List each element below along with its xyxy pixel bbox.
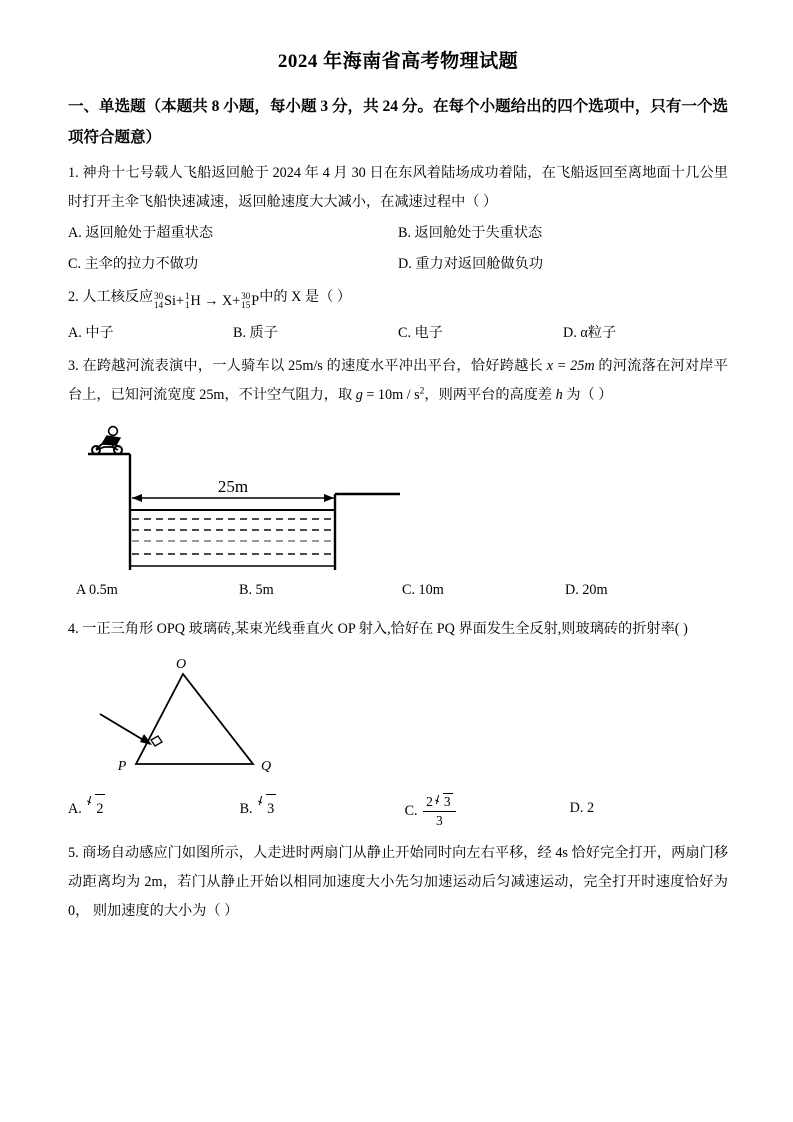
question-4-option-b-value: 3	[266, 794, 276, 824]
unknown-particle-x: X	[222, 293, 233, 310]
right-angle-icon	[151, 736, 162, 746]
question-5-text	[68, 839, 728, 926]
dimension-arrow-left	[132, 494, 142, 502]
question-4-options	[68, 794, 728, 829]
question-1-options-row-1	[68, 219, 728, 248]
question-4-option-c-sqrt: 3	[443, 794, 451, 810]
question-3-text-b: 的河流落在河对岸平	[594, 357, 728, 374]
silicon-atomic-number: 14	[154, 300, 164, 311]
phosphorus-symbol: P	[251, 293, 260, 310]
question-4-option-c-label: C.	[404, 802, 418, 819]
hydrogen-nuclide	[185, 292, 190, 310]
sqrt-icon	[257, 794, 276, 824]
glass-prism-triangle	[136, 674, 253, 764]
nuclear-equation	[153, 286, 259, 316]
question-4-option-d-label: D.	[569, 800, 584, 817]
question-3-text-a: 在跨越河流表演中，一人骑车以 25m/s 的速度水平冲出平台，恰好跨越长	[82, 357, 547, 374]
question-3-number: 3.	[68, 357, 79, 374]
triangular-prism-svg	[88, 652, 338, 792]
question-3-text-d: ，则两平台的高度差	[424, 386, 556, 403]
question-3-gravity-exponent: 2	[419, 386, 425, 397]
section-heading: 一、单选题（本题共 8 小题，每小题 3 分，共 24 分。在每个小题给出的四个选项中，只有一个选项符合题意）	[68, 98, 728, 146]
question-5	[68, 839, 728, 926]
question-1-text	[68, 159, 728, 217]
question-3-gravity-value: = 10m / s	[362, 386, 420, 403]
question-2	[68, 283, 728, 347]
river-crossing-figure	[82, 422, 412, 572]
dimension-label: 25m	[217, 476, 249, 496]
question-3-gravity-symbol: g	[355, 386, 363, 403]
hydrogen-atomic-number: 1	[185, 300, 190, 311]
equation-plus-2: +	[232, 293, 241, 310]
question-3-text	[68, 352, 728, 410]
question-4-option-a[interactable]	[68, 794, 240, 829]
question-2-option-a[interactable]: A. 中子	[68, 324, 114, 341]
question-2-options	[68, 319, 728, 348]
question-3-height-symbol: h	[555, 386, 563, 403]
question-3-formula-x: x = 25m	[546, 357, 595, 374]
question-3-text-c: 台上，已知河流宽度 25m，不计空气阻力，取	[68, 386, 356, 403]
question-1-options-row-2	[68, 250, 728, 279]
question-4-number: 4.	[68, 620, 79, 637]
question-1-option-b[interactable]: B. 返回舱处于失重状态	[398, 225, 543, 242]
question-4-option-d-value: 2	[586, 800, 595, 817]
question-4-option-a-value: 2	[95, 794, 105, 824]
question-5-line-2: 动距离均为 2m，若门从静止开始以相同加速度大小先匀加速运动后匀减速运动，完全打开时速度恰好为 0，	[68, 874, 728, 920]
question-5-line-3: 则加速度的大小为（ ）	[92, 903, 239, 920]
vertex-label-p: P	[117, 759, 127, 775]
question-5-line-1: 商场自动感应门如图所示，人走进时两扇门从静止开始同时向左右平移，经 4s 恰好完全打开，两扇门移	[82, 845, 729, 862]
sqrt-icon	[86, 794, 105, 824]
question-5-number: 5.	[68, 845, 79, 862]
question-3-text-e: 为（ ）	[562, 386, 613, 403]
equation-plus-1: +	[175, 293, 184, 310]
question-1-line-1: 神舟十七号载人飞船返回舱于 2024 年 4 月 30 日在东风着陆场成功着陆，在飞船返回至离地面十几公里	[82, 165, 728, 181]
question-3-option-d[interactable]: D. 20m	[565, 581, 608, 598]
fraction	[423, 793, 456, 828]
phosphorus-nuclide	[241, 292, 250, 310]
page-title: 2024 年海南省高考物理试题	[277, 51, 519, 72]
question-4	[68, 615, 728, 829]
silicon-nuclide	[154, 292, 163, 310]
rider-body	[102, 436, 120, 445]
question-1-line-2: 时打开主伞飞船快速减速，返回舱速度大大减小，在减速过程中（ ）	[68, 194, 498, 211]
equation-arrow: →	[204, 293, 219, 310]
question-2-stem-suffix: 中的 X 是（ ）	[259, 289, 352, 306]
page-content	[68, 46, 728, 926]
question-4-option-d[interactable]	[570, 794, 728, 829]
sqrt-icon	[434, 793, 453, 810]
question-2-option-c[interactable]: C. 电子	[398, 324, 443, 341]
hydrogen-mass-number: 1	[185, 291, 190, 302]
question-3-option-b[interactable]: B. 5m	[239, 581, 274, 598]
vertex-label-o: O	[175, 657, 187, 673]
fraction-numerator	[423, 793, 456, 812]
question-1-option-a[interactable]: A. 返回舱处于超重状态	[68, 225, 214, 242]
hydrogen-symbol: H	[190, 293, 201, 310]
rider-head	[109, 426, 118, 435]
question-4-option-c-coef: 2	[426, 794, 433, 810]
question-4-option-c-denominator: 3	[436, 812, 443, 828]
triangular-prism-figure	[88, 652, 338, 792]
river-crossing-svg	[82, 422, 412, 572]
question-3-option-c[interactable]: C. 10m	[402, 581, 444, 598]
question-4-stem: 一正三角形 OPQ 玻璃砖,某束光线垂直火 OP 射入,恰好在 PQ 界面发生全反射,则玻璃砖的折射率( )	[82, 620, 688, 637]
silicon-mass-number: 30	[154, 291, 164, 302]
question-4-text	[68, 615, 728, 644]
question-1-option-c[interactable]: C. 主伞的拉力不做功	[68, 256, 199, 273]
question-4-option-c[interactable]	[405, 794, 570, 829]
question-2-number: 2.	[68, 289, 79, 306]
question-2-stem-prefix: 人工核反应	[82, 289, 154, 306]
question-2-text	[68, 283, 728, 316]
question-1-number: 1.	[68, 165, 79, 181]
silicon-symbol: Si	[164, 293, 176, 310]
phosphorus-atomic-number: 15	[241, 300, 251, 311]
question-3	[68, 352, 728, 605]
dimension-arrow-right	[324, 494, 334, 502]
question-3-option-a[interactable]: A 0.5m	[76, 581, 118, 598]
question-2-option-d[interactable]: D. α粒子	[563, 324, 617, 341]
question-3-options	[68, 576, 728, 605]
water-hatching	[132, 519, 333, 554]
question-1-option-d[interactable]: D. 重力对返回舱做负功	[398, 256, 544, 273]
question-2-option-b[interactable]: B. 质子	[233, 324, 278, 341]
question-4-option-b-label: B.	[239, 801, 253, 818]
phosphorus-mass-number: 30	[241, 291, 251, 302]
question-4-option-a-label: A.	[68, 801, 82, 818]
vertex-label-q: Q	[260, 759, 272, 775]
motorcycle-rider-icon	[92, 426, 122, 453]
question-4-option-b[interactable]	[240, 794, 405, 829]
question-1	[68, 159, 728, 279]
